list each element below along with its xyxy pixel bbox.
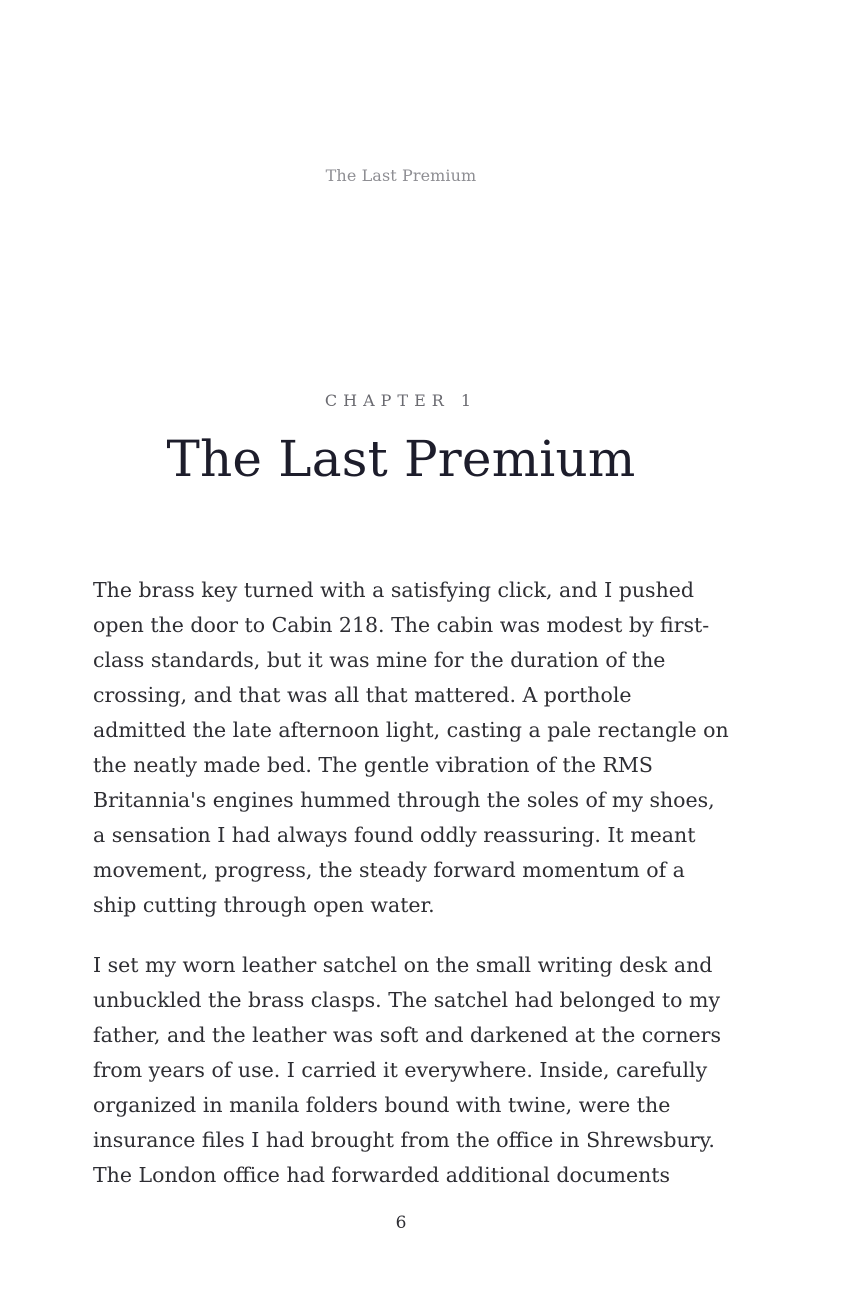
paragraph-1: [93, 573, 729, 923]
text-line: unbuckled the brass clasps. The satchel had belonged to my: [93, 988, 721, 1012]
text-line: admitted the late afternoon light, casting a pale rectangle on: [93, 718, 729, 742]
body-text: [93, 573, 729, 1218]
text-line: the neatly made bed. The gentle vibration of the RMS: [93, 753, 653, 777]
text-line: insurance files I had brought from the office in Shrewsbury.: [93, 1128, 715, 1152]
text-line: ship cutting through open water.: [93, 893, 435, 917]
paragraph-2: [93, 948, 722, 1193]
text-line: The London office had forwarded additional documents: [93, 1163, 671, 1187]
text-line: father, and the leather was soft and darkened at the corners: [93, 1023, 722, 1047]
text-line: from years of use. I carried it everywhere. Inside, carefully: [93, 1058, 708, 1082]
text-line: crossing, and that was all that mattered. A porthole: [93, 683, 632, 707]
text-line: movement, progress, the steady forward momentum of a: [93, 858, 685, 882]
text-line: a sensation I had always found oddly reassuring. It meant: [93, 823, 696, 847]
running-header: The Last Premium: [325, 166, 477, 185]
text-line: The brass key turned with a satisfying click, and I pushed: [93, 578, 695, 602]
page-number: 6: [395, 1213, 407, 1233]
text-line: class standards, but it was mine for the duration of the: [93, 648, 666, 672]
chapter-title: The Last Premium: [166, 430, 636, 488]
text-line: organized in manila folders bound with twine, were the: [93, 1093, 671, 1117]
text-line: open the door to Cabin 218. The cabin was modest by first-: [93, 613, 710, 637]
chapter-label: CHAPTER 1: [324, 391, 478, 410]
text-line: I set my worn leather satchel on the small writing desk and: [93, 953, 713, 977]
text-line: Britannia's engines hummed through the soles of my shoes,: [93, 788, 715, 812]
